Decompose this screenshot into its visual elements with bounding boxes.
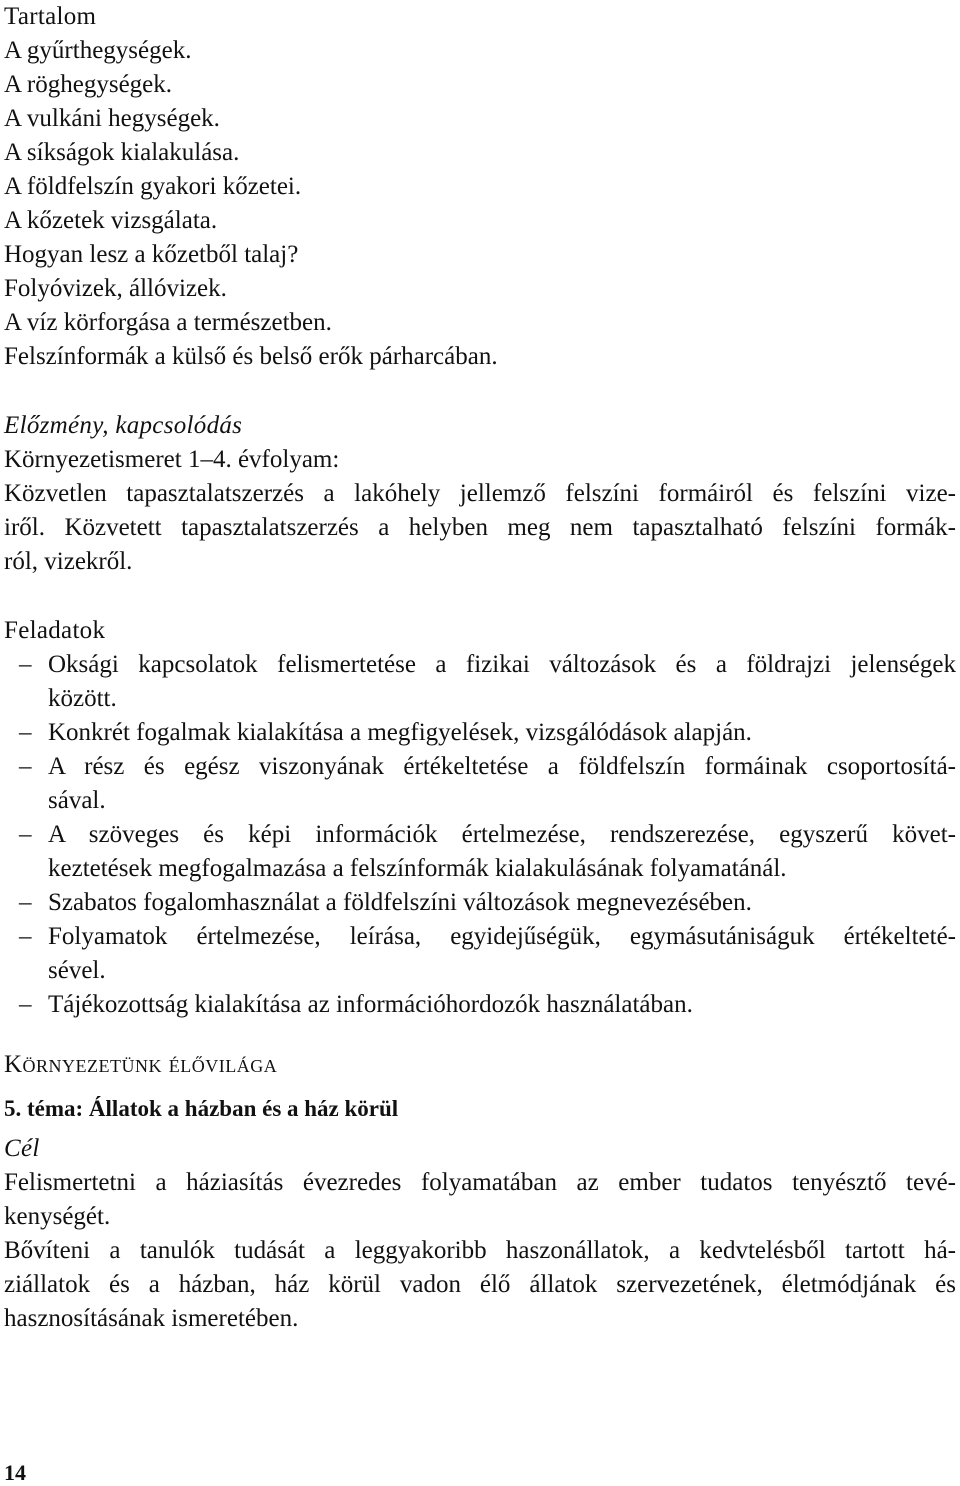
toc-item: A gyűrthegységek.: [4, 37, 192, 64]
goal-line: Bővíteni a tanulók tudását a leggyakoribb haszonállatok, a kedvtelésből tartott há-: [4, 1237, 956, 1264]
dash-bullet: –: [19, 991, 32, 1018]
topic-title: 5. téma: Állatok a házban és a ház körül: [4, 1096, 399, 1121]
list-item: [4, 818, 956, 886]
list-item-text: Szabatos fogalomhasználat a földfelszíni változások megnevezésében.: [48, 889, 752, 916]
list-item-text: keztetések megfogalmazása a felszínformák kialakulásának folyamatánál.: [48, 855, 787, 882]
toc-item: A víz körforgása a természetben.: [4, 309, 332, 336]
toc-item: Hogyan lesz a kőzetből talaj?: [4, 241, 299, 268]
goal-section: [4, 1132, 956, 1336]
toc-item: Felszínformák a külső és belső erők párharcában.: [4, 343, 498, 370]
dash-bullet: –: [19, 651, 32, 678]
document-page: [4, 0, 956, 1336]
toc-item: A síkságok kialakulása.: [4, 139, 240, 166]
prereq-line: Közvetlen tapasztalatszerzés a lakóhely jellemző felszíni formáiról és felszíni vize-: [4, 480, 956, 507]
list-item-text: Folyamatok értelmezése, leírása, egyidejűségük, egymásutániságuk értékelteté-: [48, 923, 956, 950]
toc-section: [4, 0, 956, 374]
goal-line: ziállatok és a házban, ház körül vadon élő állatok szervezetének, életmódjának és: [4, 1271, 956, 1298]
spacer: [4, 374, 956, 409]
list-item: [4, 886, 956, 920]
spacer: [4, 1022, 956, 1048]
toc-item: Folyóvizek, állóvizek.: [4, 275, 227, 302]
list-item: [4, 920, 956, 988]
spacer: [4, 1082, 956, 1092]
list-item: [4, 648, 956, 716]
list-item-text: sával.: [48, 787, 106, 814]
list-item-text: sével.: [48, 957, 106, 984]
list-item-text: Konkrét fogalmak kialakítása a megfigyelések, vizsgálódások alapján.: [48, 719, 752, 746]
list-item-text: között.: [48, 685, 117, 712]
dash-bullet: –: [19, 821, 32, 848]
list-item-text: A rész és egész viszonyának értékeltetése a földfelszín formáinak csoportosítá-: [48, 753, 956, 780]
list-item-text: Tájékozottság kialakítása az információhordozók használatában.: [48, 991, 693, 1018]
list-item: [4, 988, 956, 1022]
goal-line: Felismertetni a háziasítás évezredes folyamatában az ember tudatos tenyésztő tevé-: [4, 1169, 956, 1196]
section-title: Környezetünk élővilága: [4, 1051, 278, 1078]
prereq-line: Környezetismeret 1–4. évfolyam:: [4, 446, 340, 473]
list-item: [4, 750, 956, 818]
goal-heading: Cél: [4, 1135, 40, 1162]
toc-item: A földfelszín gyakori kőzetei.: [4, 173, 302, 200]
prereq-heading: Előzmény, kapcsolódás: [4, 412, 243, 439]
toc-heading: Tartalom: [4, 3, 97, 30]
prereq-line: iről. Közvetett tapasztalatszerzés a helyben meg nem tapasztalható felszíni formák-: [4, 514, 956, 541]
dash-bullet: –: [19, 889, 32, 916]
spacer: [4, 579, 956, 614]
list-item-text: A szöveges és képi információk értelmezése, rendszerezése, egyszerű követ-: [48, 821, 956, 848]
section-heading-block: [4, 1048, 956, 1126]
goal-line: kenységét.: [4, 1203, 111, 1230]
dash-bullet: –: [19, 753, 32, 780]
prereq-section: [4, 409, 956, 579]
tasks-list: [4, 648, 956, 1022]
dash-bullet: –: [19, 923, 32, 950]
tasks-section: [4, 614, 956, 1022]
toc-item: A röghegységek.: [4, 71, 173, 98]
list-item-text: Oksági kapcsolatok felismertetése a fizikai változások és a földrajzi jelenségek: [48, 651, 956, 678]
tasks-heading: Feladatok: [4, 617, 106, 644]
page-number: 14: [4, 1460, 26, 1485]
toc-item: A kőzetek vizsgálata.: [4, 207, 218, 234]
list-item: [4, 716, 956, 750]
goal-line: hasznosításának ismeretében.: [4, 1305, 299, 1332]
toc-item: A vulkáni hegységek.: [4, 105, 220, 132]
prereq-line: ról, vizekről.: [4, 548, 133, 575]
dash-bullet: –: [19, 719, 32, 746]
